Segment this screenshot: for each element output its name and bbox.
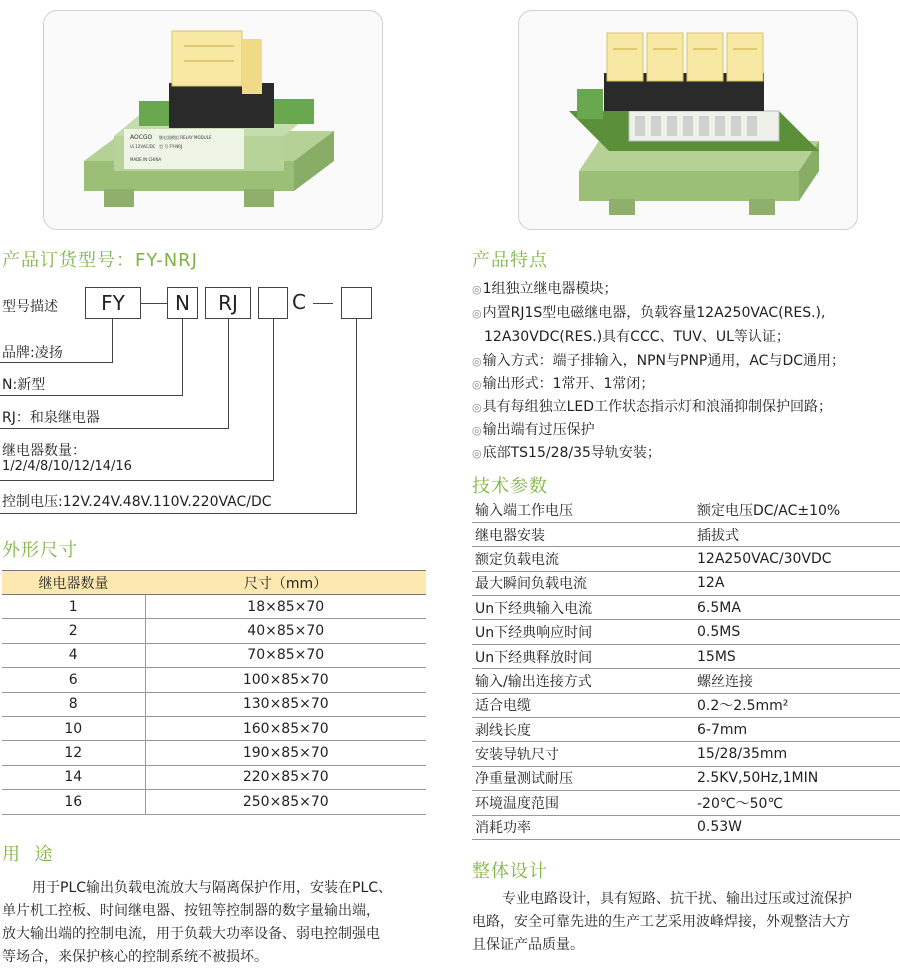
spec-key: 最大瞬间负载电流 [472,571,694,595]
cell-count: 10 [2,716,145,740]
model-box-n: N [167,287,198,319]
model-code-c: C [292,290,306,314]
n-explanation: N:新型 [2,377,46,393]
leader-line [0,480,274,481]
spec-value: 0.5MS [694,620,900,644]
control-voltage: 控制电压:12V.24V.48V.110V.220VAC/DC [2,494,272,510]
rj-explanation: RJ：和泉继电器 [2,410,100,426]
dimensions-title: 外形尺寸 [2,540,78,561]
spec-value: 6.5MA [694,596,900,620]
leader-line [273,319,274,481]
bullet-icon: ◎ [472,447,482,460]
cell-count: 6 [2,668,145,692]
label-line-4: MADE IN CHINA [130,157,162,162]
table-row [472,522,900,546]
cell-size: 18×85×70 [145,595,426,619]
usage-title: 用 途 [2,844,54,865]
cell-size: 130×85×70 [145,692,426,716]
feature-item: ◎输入方式：端子排输入，NPN与PNP通用，AC与DC通用； [472,353,846,369]
table-row [2,643,426,667]
usage-line: 用于PLC输出负载电流放大与隔离保护作用，安装在PLC、 [32,880,393,896]
leader-line [182,319,183,396]
feature-item: ◎1组独立继电器模块； [472,281,618,297]
table-row [472,766,900,790]
leader-line [0,395,183,396]
spec-value: 0.53W [694,815,900,839]
cell-count: 12 [2,741,145,765]
spec-value: 插拔式 [694,522,900,546]
model-description-label: 型号描述 [2,299,58,315]
leader-line [228,319,229,429]
table-row [472,644,900,668]
order-model-title: 产品订货型号：FY-NRJ [2,250,198,271]
table-row [2,619,426,643]
header-size: 尺寸（mm） [145,571,426,595]
design-paragraph [472,888,900,957]
spec-key: 适合电缆 [472,693,694,717]
cell-size: 250×85×70 [145,790,426,814]
cell-size: 190×85×70 [145,741,426,765]
product-photo-single [43,10,383,230]
cell-size: 160×85×70 [145,716,426,740]
single-relay-module-illustration [44,11,383,230]
bullet-icon: ◎ [472,283,482,296]
label-line-2: Ui 12VAC/DC [130,144,156,149]
label-line-3: 型 号 FY-NRJ [159,144,183,149]
spec-value: 螺丝连接 [694,669,900,693]
table-row [472,498,900,522]
bullet-icon: ◎ [472,424,482,437]
spec-value: 0.2～2.5mm² [694,693,900,717]
table-row [2,716,426,740]
label-line-1: 继电器模组 RELAY MODULE [159,135,212,140]
spec-key: 继电器安装 [472,522,694,546]
brand-label: AOCGO [130,134,153,141]
model-box-quantity [258,287,288,319]
multi-relay-module-illustration [519,11,858,230]
spec-value: 15/28/35mm [694,742,900,766]
spec-key: 环境温度范围 [472,791,694,815]
cell-size: 100×85×70 [145,668,426,692]
connector-dash [141,303,167,304]
cell-size: 40×85×70 [145,619,426,643]
table-row [2,741,426,765]
header-relay-count: 继电器数量 [2,571,145,595]
relay-count-values: 1/2/4/8/10/12/14/16 [2,459,132,474]
specs-table [472,498,900,840]
feature-item: ◎内置RJ1S型电磁继电器，负载容量12A250VAC(RES.), [472,305,826,321]
usage-paragraph [2,877,442,969]
table-header-row [2,571,426,595]
feature-item: ◎输出端有过压保护 [472,422,595,438]
cell-count: 4 [2,643,145,667]
table-row [2,692,426,716]
design-line: 且保证产品质量。 [472,937,584,953]
bullet-icon: ◎ [472,355,482,368]
spec-key: 消耗功率 [472,815,694,839]
leader-line [356,319,357,514]
spec-value: 额定电压DC/AC±10% [694,498,900,522]
cell-count: 1 [2,595,145,619]
model-box-voltage [341,287,372,319]
bullet-icon: ◎ [472,307,482,320]
model-box-rj: RJ [205,287,251,319]
usage-line: 等场合，来保护核心的控制系统不被损坏。 [2,949,268,965]
spec-key: Un下经典释放时间 [472,644,694,668]
brand-explanation: 品牌:凌扬 [2,345,63,361]
feature-item: ◎输出形式：1常开、1常闭； [472,376,655,392]
feature-item: ◎具有每组独立LED工作状态指示灯和浪涌抑制保护回路； [472,399,833,415]
table-row [472,791,900,815]
cell-count: 8 [2,692,145,716]
table-row [2,765,426,789]
specs-title: 技术参数 [472,476,548,497]
leader-line [112,319,113,363]
leader-line [0,428,229,429]
spec-key: Un下经典响应时间 [472,620,694,644]
table-row [472,693,900,717]
design-title: 整体设计 [472,861,548,882]
table-row [472,815,900,839]
table-row [2,595,426,619]
table-row [472,742,900,766]
usage-line: 放大输出端的控制电流，用于负载大功率设备、弱电控制强电 [2,926,380,942]
cell-count: 14 [2,765,145,789]
bullet-icon: ◎ [472,401,482,414]
table-row [472,571,900,595]
connector-dash [313,303,333,304]
usage-line: 单片机工控板、时间继电器、按钮等控制器的数字量输出端， [2,903,380,919]
dimensions-table [2,570,426,815]
table-row [472,547,900,571]
cell-count: 16 [2,790,145,814]
table-row [472,718,900,742]
features-title: 产品特点 [472,250,548,271]
design-line: 电路，安全可靠先进的生产工艺采用波峰焊接，外观整洁大方 [472,914,850,930]
leader-line [0,362,113,363]
relay-count-label: 继电器数量： [2,443,86,459]
table-row [472,620,900,644]
table-row [2,790,426,814]
spec-key: 净重量测试耐压 [472,766,694,790]
bullet-icon: ◎ [472,378,482,391]
spec-key: 输入端工作电压 [472,498,694,522]
spec-key: 额定负载电流 [472,547,694,571]
cell-size: 220×85×70 [145,765,426,789]
spec-value: 2.5KV,50Hz,1MIN [694,766,900,790]
spec-value: 12A250VAC/30VDC [694,547,900,571]
spec-value: 6-7mm [694,718,900,742]
feature-item-continued: 12A30VDC(RES.)具有CCC、TUV、UL等认证； [484,329,790,345]
leader-line [0,513,357,514]
spec-key: 输入/输出连接方式 [472,669,694,693]
design-line: 专业电路设计，具有短路、抗干扰、输出过压或过流保护 [502,891,852,907]
cell-count: 2 [2,619,145,643]
model-box-fy: FY [85,287,141,319]
table-row [472,596,900,620]
cell-size: 70×85×70 [145,643,426,667]
spec-value: 12A [694,571,900,595]
spec-key: 安装导轨尺寸 [472,742,694,766]
spec-value: -20℃～50℃ [694,791,900,815]
feature-item: ◎底部TS15/28/35导轨安装； [472,445,661,461]
spec-value: 15MS [694,644,900,668]
table-row [472,669,900,693]
spec-key: 剥线长度 [472,718,694,742]
spec-key: Un下经典输入电流 [472,596,694,620]
table-row [2,668,426,692]
product-photo-multi [518,10,858,230]
